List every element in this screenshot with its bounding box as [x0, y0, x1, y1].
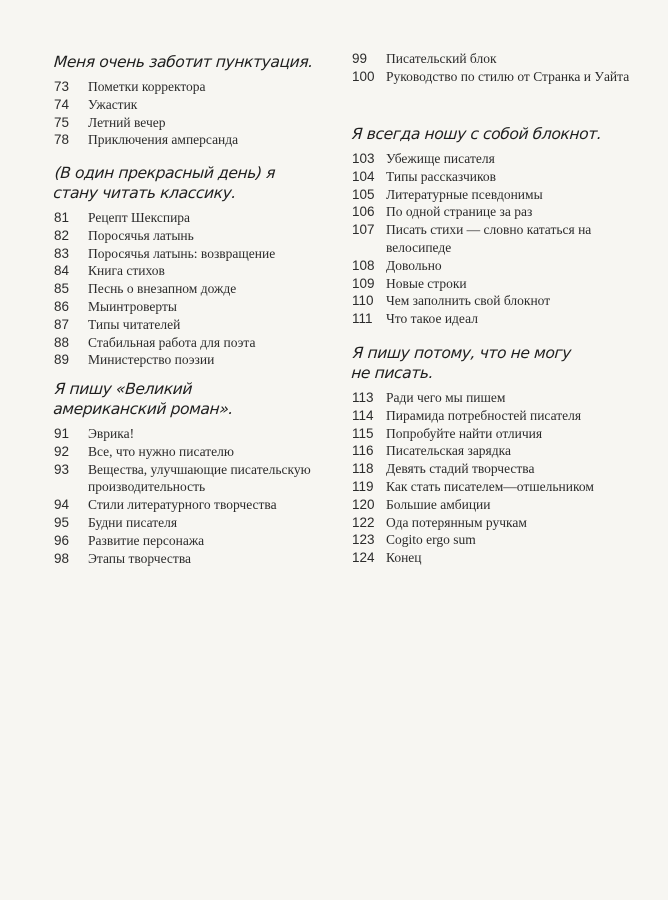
- section-novel: [54, 379, 334, 567]
- page-number: 122: [352, 514, 375, 530]
- page-number: 105: [352, 186, 375, 202]
- entry-title: Стабильная работа для поэта: [88, 334, 256, 350]
- entry-title: Пометки корректора: [88, 79, 206, 94]
- page-number: 89: [54, 352, 70, 368]
- entry-title: Литературные псевдонимы: [386, 186, 543, 202]
- toc-entry: [54, 280, 334, 298]
- page-number: 98: [54, 550, 70, 566]
- entry-list: [352, 150, 642, 328]
- entry-list: [352, 389, 642, 567]
- toc-entry: [352, 168, 642, 186]
- page-number: 85: [54, 281, 70, 297]
- page-number: 92: [54, 443, 70, 459]
- page-number: 94: [54, 497, 70, 513]
- page-number: 91: [54, 426, 70, 441]
- page-number: 81: [54, 210, 70, 225]
- entry-title: Рецепт Шекспира: [88, 210, 191, 225]
- entry-title: Cogito ergo sum: [386, 532, 476, 548]
- page-number: 74: [54, 96, 70, 112]
- entry-title: Попробуйте найти отличия: [386, 425, 543, 441]
- page-number: 93: [54, 461, 70, 477]
- entry-list: [54, 209, 334, 369]
- toc-entry: [54, 262, 334, 280]
- entry-title: Пирамида потребностей писателя: [386, 407, 582, 423]
- toc-entry: [54, 532, 334, 550]
- page-number: 108: [352, 257, 375, 273]
- page-number: 119: [352, 478, 374, 494]
- entry-list: [54, 425, 334, 567]
- page-number: 88: [54, 334, 70, 350]
- entry-title: Приключения амперсанда: [88, 132, 239, 148]
- toc-entry: [352, 442, 642, 460]
- toc-entry: [54, 496, 334, 514]
- toc-entry: [352, 478, 642, 496]
- entry-list: [54, 78, 334, 149]
- entry-title: Типы читателей: [88, 316, 181, 332]
- toc-entry: [54, 316, 334, 334]
- entry-title: Вещества, улучшающие писательскую производительность: [88, 461, 311, 495]
- page-number: 96: [54, 532, 70, 548]
- entry-title: Довольно: [386, 257, 442, 273]
- toc-entry: [54, 298, 334, 316]
- toc-entry: [352, 496, 642, 514]
- page-number: 106: [352, 204, 375, 220]
- page-number: 110: [352, 293, 374, 309]
- page-number: 83: [54, 245, 70, 261]
- toc-entry: [54, 461, 334, 497]
- page-number: 95: [54, 514, 70, 530]
- entry-title: Стили литературного творчества: [88, 497, 277, 513]
- entry-list: [352, 50, 642, 86]
- toc-entry: [352, 203, 642, 221]
- toc-entry: [54, 227, 334, 245]
- section-continued: [352, 50, 642, 86]
- page-number: 123: [352, 532, 375, 548]
- page-number: 124: [352, 550, 375, 566]
- toc-entry: [54, 334, 334, 352]
- toc-entry: [352, 292, 642, 310]
- page-number: 99: [352, 51, 368, 66]
- entry-title: Руководство по стилю от Странка и Уайта: [386, 68, 630, 84]
- toc-entry: [352, 310, 642, 328]
- page-number: 78: [54, 132, 70, 148]
- toc-entry: [54, 131, 334, 149]
- entry-title: Девять стадий творчества: [386, 461, 535, 477]
- page-number: 87: [54, 316, 70, 332]
- entry-title: Министерство поэзии: [88, 352, 215, 368]
- toc-entry: [54, 351, 334, 369]
- section-heading: Я пишу «Великий американский роман».: [52, 380, 234, 418]
- page-number: 120: [352, 496, 375, 512]
- entry-title: Чем заполнить свой блокнот: [386, 293, 551, 309]
- entry-title: Что такое идеал: [386, 311, 478, 327]
- toc-entry: [352, 531, 642, 549]
- entry-title: Ради чего мы пишем: [386, 390, 506, 405]
- toc-entry: [352, 257, 642, 275]
- section-heading: Я пишу потому, что не могу не писать.: [350, 344, 572, 382]
- section-classics: [54, 163, 334, 369]
- toc-entry: [352, 68, 642, 86]
- section-heading: Я всегда ношу с собой блокнот.: [351, 125, 603, 143]
- entry-title: Поросячья латынь: [88, 227, 194, 243]
- entry-title: Этапы творчества: [88, 550, 192, 566]
- toc-entry: [352, 186, 642, 204]
- entry-title: Все, что нужно писателю: [88, 443, 234, 459]
- toc-entry: [352, 389, 642, 407]
- toc-entry: [352, 407, 642, 425]
- section-heading: Меня очень заботит пунктуация.: [53, 53, 314, 71]
- entry-title: Летний вечер: [88, 114, 166, 130]
- section-must-write: [352, 343, 642, 567]
- page-number: 114: [352, 407, 374, 423]
- entry-title: Поросячья латынь: возвращение: [88, 245, 276, 261]
- toc-entry: [352, 221, 642, 257]
- toc-entry: [54, 550, 334, 568]
- entry-title: Писательская зарядка: [386, 443, 511, 459]
- page-number: 75: [54, 114, 70, 130]
- section-notebook: [352, 124, 642, 328]
- toc-entry: [352, 150, 642, 168]
- page-number: 109: [352, 275, 375, 291]
- entry-title: Убежище писателя: [386, 151, 495, 166]
- toc-entry: [54, 78, 334, 96]
- entry-title: Ужастик: [88, 96, 138, 112]
- entry-title: Эврика!: [88, 426, 135, 441]
- page-number: 86: [54, 298, 70, 314]
- toc-entry: [352, 549, 642, 567]
- entry-title: Типы рассказчиков: [386, 168, 496, 184]
- toc-entry: [352, 425, 642, 443]
- entry-title: Книга стихов: [88, 263, 165, 279]
- entry-title: Песнь о внезапном дожде: [88, 281, 237, 297]
- toc-entry: [54, 96, 334, 114]
- page-number: 113: [352, 390, 374, 405]
- page-number: 116: [352, 443, 374, 459]
- page-number: 84: [54, 263, 70, 279]
- entry-title: Развитие персонажа: [88, 532, 205, 548]
- entry-title: Большие амбиции: [386, 496, 491, 512]
- toc-entry: [352, 514, 642, 532]
- toc-entry: [352, 50, 642, 68]
- page-number: 82: [54, 227, 70, 243]
- toc-entry: [54, 114, 334, 132]
- toc-entry: [352, 275, 642, 293]
- entry-title: Мыинтроверты: [88, 298, 177, 314]
- page-number: 103: [352, 151, 375, 166]
- entry-title: Как стать писателем—отшельником: [386, 478, 594, 494]
- toc-entry: [54, 209, 334, 227]
- toc-entry: [54, 425, 334, 443]
- entry-title: Ода потерянным ручкам: [386, 514, 527, 530]
- entry-title: Конец: [386, 550, 422, 566]
- entry-title: Писательский блок: [386, 51, 497, 66]
- entry-title: Новые строки: [386, 275, 467, 291]
- toc-entry: [54, 443, 334, 461]
- toc-entry: [54, 245, 334, 263]
- page-number: 107: [352, 222, 375, 238]
- entry-title: Будни писателя: [88, 514, 178, 530]
- page-number: 118: [352, 461, 374, 477]
- section-heading: (В один прекрасный день) я стану читать классику.: [52, 164, 276, 202]
- page-number: 111: [352, 311, 373, 327]
- entry-title: Писать стихи — словно кататься на велосипеде: [386, 222, 592, 255]
- toc-entry: [54, 514, 334, 532]
- toc-entry: [352, 460, 642, 478]
- entry-title: По одной странице за раз: [386, 204, 533, 220]
- page-number: 104: [352, 168, 375, 184]
- section-punctuation: [54, 52, 334, 149]
- page-number: 115: [352, 425, 374, 441]
- page-number: 100: [352, 68, 375, 84]
- page-number: 73: [54, 79, 70, 94]
